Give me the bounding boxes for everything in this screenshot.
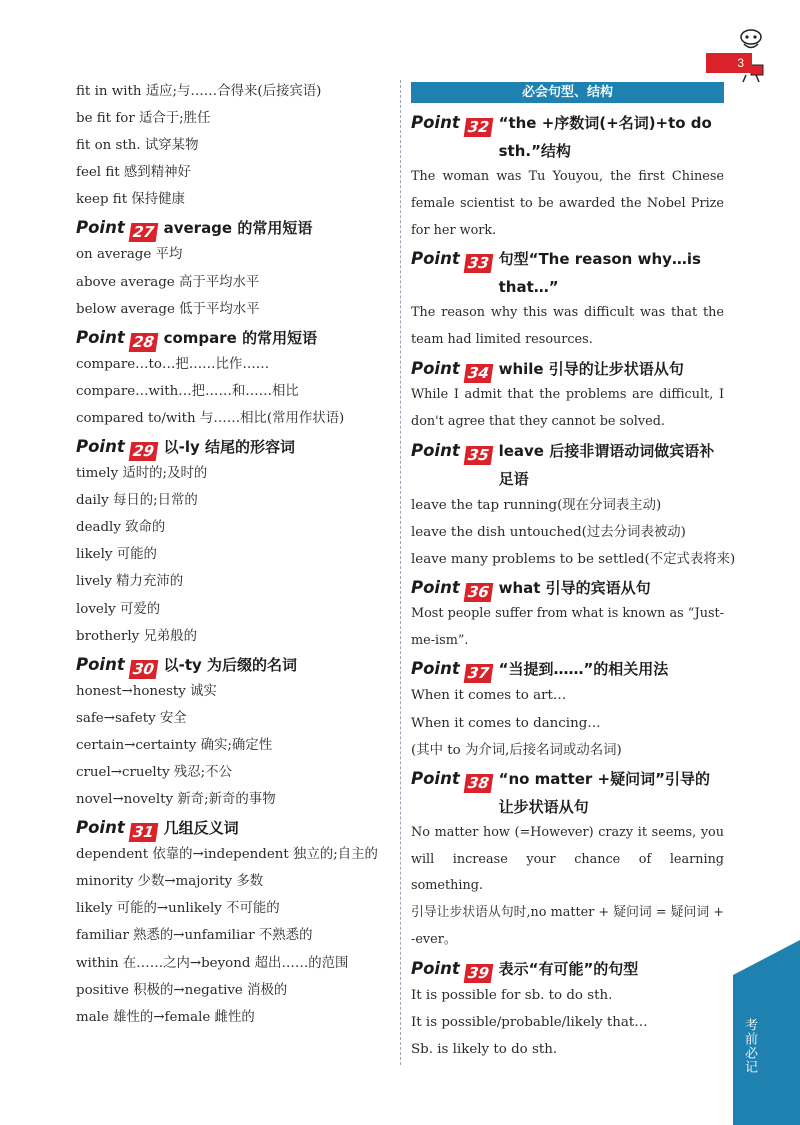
column-divider — [400, 80, 401, 1065]
entry-line: honest→honesty 诚实 — [76, 683, 217, 699]
entry-line: compare…with…把……和……相比 — [76, 383, 299, 399]
entry-line: above average 高于平均水平 — [76, 274, 260, 290]
point-word: Point — [411, 659, 460, 679]
point-heading — [411, 955, 724, 983]
example-paragraph: No matter how (=However) crazy it seems, you will increase your chance of learning something. — [411, 824, 724, 894]
point-word: Point — [76, 437, 125, 457]
entry-line: leave many problems to be settled(不定式表将来) — [411, 551, 736, 567]
entry-line: be fit for 适合于;胜任 — [76, 111, 211, 127]
point-label — [411, 655, 499, 683]
point-title: 几组反义词 — [163, 819, 239, 838]
entry-line: It is possible/probable/likely that… — [411, 1014, 648, 1030]
point-title: compare 的常用短语 — [163, 328, 318, 347]
point-number-badge: 33 — [463, 254, 493, 273]
entry-line: male 雄性的→female 雌性的 — [76, 1009, 255, 1025]
point-title: 以-ly 结尾的形容词 — [163, 438, 295, 457]
point-heading — [411, 245, 724, 301]
point-label — [76, 433, 164, 461]
point-word: Point — [411, 958, 460, 978]
point-heading — [76, 214, 396, 242]
point-word: Point — [411, 440, 460, 460]
point-label — [411, 765, 499, 793]
point-word: Point — [411, 768, 460, 788]
entry-line: fit in with 适应;与……合得来(后接宾语) — [76, 84, 322, 99]
point-label — [411, 437, 499, 465]
point-heading — [76, 324, 396, 352]
point-heading — [411, 655, 724, 683]
point-word: Point — [411, 577, 460, 597]
point-word: Point — [76, 818, 125, 838]
point-label — [76, 324, 164, 352]
point-label — [76, 814, 164, 842]
entry-line: certain→certainty 确实;确定性 — [76, 737, 273, 753]
point-title: 以-ty 为后缀的名词 — [163, 655, 297, 674]
point-label — [411, 955, 499, 983]
point-title: while 引导的让步状语从句 — [498, 359, 684, 378]
page-number: 3 — [706, 53, 752, 73]
point-title: average 的常用短语 — [163, 219, 313, 238]
point-label — [411, 109, 499, 137]
point-title: what 引导的宾语从句 — [498, 578, 651, 597]
point-label — [411, 355, 499, 383]
side-tab-label: 考前必记 — [742, 1018, 757, 1074]
point-number-badge: 27 — [128, 223, 158, 242]
point-number-badge: 35 — [463, 446, 493, 465]
entry-line: daily 每日的;日常的 — [76, 493, 198, 509]
point-number-badge: 32 — [463, 118, 493, 137]
point-label — [76, 214, 164, 242]
entry-line: It is possible for sb. to do sth. — [411, 987, 613, 1003]
entry-line: familiar 熟悉的→unfamiliar 不熟悉的 — [76, 928, 313, 944]
point-word: Point — [76, 654, 125, 674]
point-heading — [411, 765, 724, 821]
example-paragraph: The woman was Tu Youyou, the first Chinese female scientist to be awarded the Nobel Prize for her work. — [411, 169, 724, 238]
entry-line: dependent 依靠的→independent 独立的;自主的 — [76, 847, 378, 863]
point-label — [76, 651, 164, 679]
point-number-badge: 38 — [463, 774, 493, 793]
entry-line: (其中 to 为介词,后接名词或动名词) — [411, 742, 622, 758]
entry-line: compared to/with 与……相比(常用作状语) — [76, 410, 345, 426]
entry-line: lovely 可爱的 — [76, 601, 161, 617]
point-number-badge: 30 — [128, 660, 158, 679]
point-number-badge: 36 — [463, 583, 493, 602]
entry-line: below average 低于平均水平 — [76, 301, 260, 317]
example-paragraph: 引导让步状语从句时,no matter + 疑问词 = 疑问词 + -ever。 — [411, 905, 724, 947]
example-paragraph: Most people suffer from what is known as “Just-me-ism”. — [411, 605, 724, 648]
entry-line: likely 可能的 — [76, 547, 157, 563]
point-title: “当提到……”的相关用法 — [498, 660, 669, 679]
entry-line: safe→safety 安全 — [76, 710, 187, 726]
entry-line: brotherly 兄弟般的 — [76, 628, 198, 644]
point-number-badge: 34 — [463, 364, 493, 383]
point-word: Point — [76, 327, 125, 347]
example-paragraph: The reason why this was difficult was that the team had limited resources. — [411, 305, 724, 348]
entry-line: likely 可能的→unlikely 不可能的 — [76, 901, 280, 917]
point-heading — [411, 437, 724, 493]
point-word: Point — [411, 249, 460, 269]
entry-line: within 在……之内→beyond 超出……的范围 — [76, 955, 349, 971]
point-heading — [76, 433, 396, 461]
point-title: leave 后接非谓语动词做宾语补足语 — [498, 441, 715, 488]
example-paragraph: While I admit that the problems are difficult, I don't agree that they cannot be solved. — [411, 386, 724, 429]
point-word: Point — [411, 113, 460, 132]
entry-line: compare…to…把……比作…… — [76, 356, 270, 372]
entry-line: feel fit 感到精神好 — [76, 165, 191, 181]
left-column — [76, 78, 396, 1031]
point-heading — [411, 574, 724, 602]
entry-line: timely 适时的;及时的 — [76, 466, 208, 482]
point-label — [411, 245, 499, 273]
point-heading — [411, 355, 724, 383]
point-title: 句型“The reason why…is that…” — [498, 250, 701, 297]
section-banner: 必会句型、结构 — [411, 82, 724, 103]
point-number-badge: 28 — [128, 333, 158, 352]
entry-line: deadly 致命的 — [76, 520, 166, 536]
point-title: 表示“有可能”的句型 — [498, 959, 639, 978]
point-title: “the +序数词(+名词)+to do sth.”结构 — [498, 114, 712, 160]
point-number-badge: 39 — [463, 964, 493, 983]
point-number-badge: 29 — [128, 442, 158, 461]
entry-line: minority 少数→majority 多数 — [76, 874, 264, 890]
entry-line: lively 精力充沛的 — [76, 574, 184, 590]
entry-line: on average 平均 — [76, 247, 183, 263]
entry-line: leave the tap running(现在分词表主动) — [411, 497, 662, 513]
point-heading — [76, 814, 396, 842]
entry-line: Sb. is likely to do sth. — [411, 1041, 558, 1057]
point-word: Point — [76, 218, 125, 238]
point-label — [411, 574, 499, 602]
point-number-badge: 37 — [463, 664, 493, 683]
entry-line: novel→novelty 新奇;新奇的事物 — [76, 792, 276, 808]
point-title: “no matter +疑问词”引导的让步状语从句 — [498, 769, 710, 816]
point-heading — [76, 651, 396, 679]
entry-line: When it comes to art… — [411, 688, 567, 704]
point-word: Point — [411, 358, 460, 378]
right-column — [411, 78, 736, 1063]
entry-line: fit on sth. 试穿某物 — [76, 138, 199, 154]
entry-line: cruel→cruelty 残忍;不公 — [76, 764, 232, 780]
point-heading — [411, 109, 724, 165]
entry-line: When it comes to dancing… — [411, 715, 601, 731]
entry-line: positive 积极的→negative 消极的 — [76, 982, 288, 998]
entry-line: keep fit 保持健康 — [76, 192, 185, 208]
entry-line: leave the dish untouched(过去分词表被动) — [411, 524, 686, 540]
point-number-badge: 31 — [128, 823, 158, 842]
